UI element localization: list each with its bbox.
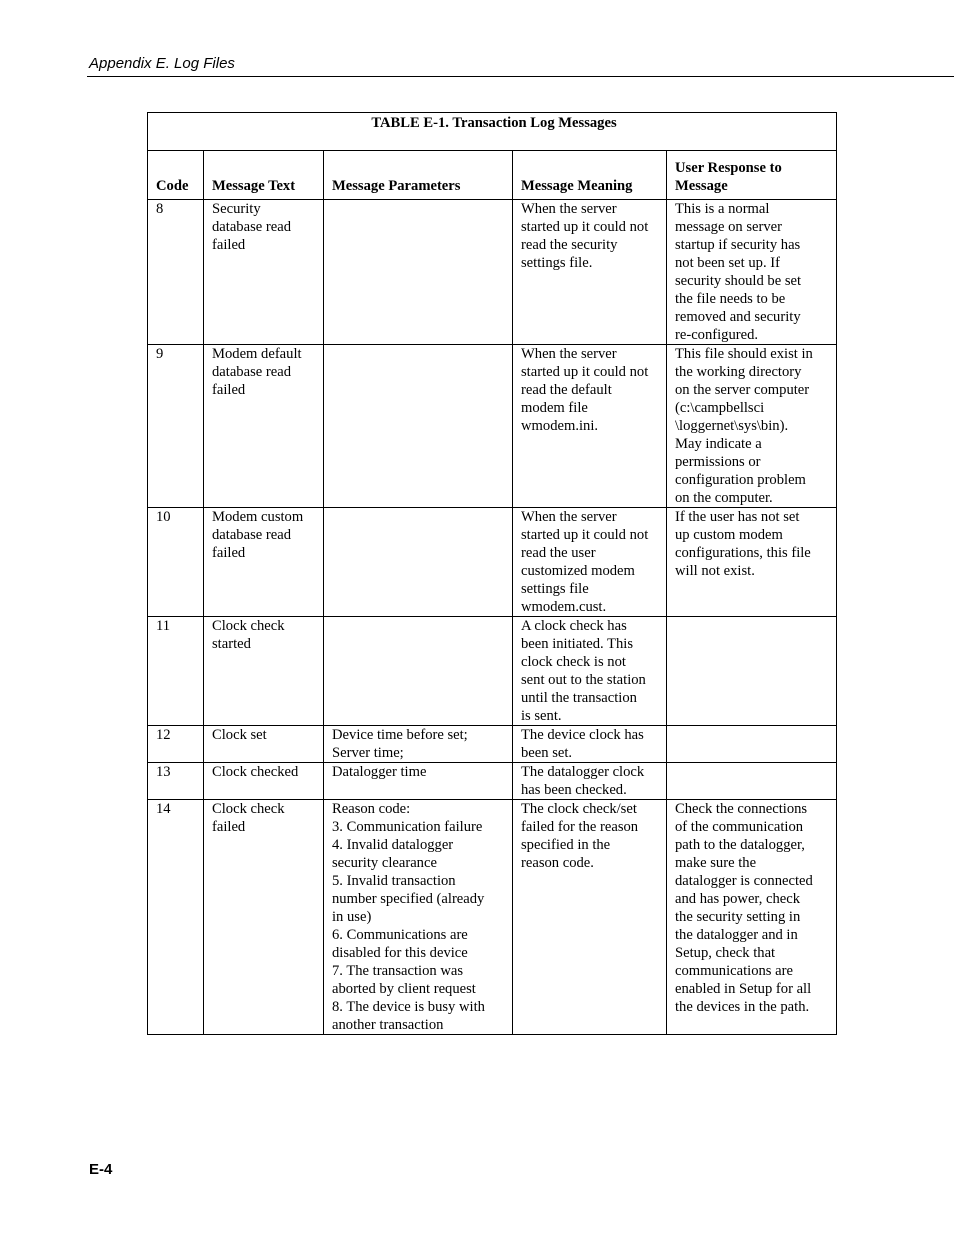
- cell-message-parameters-line: another transaction: [332, 1017, 444, 1033]
- cell-message-parameters-line: Reason code:: [332, 801, 411, 817]
- cell-message-meaning-line: When the server: [521, 201, 617, 217]
- cell-message-meaning-line: When the server: [521, 346, 617, 362]
- cell-user-response-line: This is a normal: [675, 201, 770, 217]
- cell-user-response-line: the datalogger and in: [675, 927, 798, 943]
- cell-user-response-line: If the user has not set: [675, 509, 800, 525]
- cell-message-parameters-line: security clearance: [332, 855, 437, 871]
- cell-message-text-line: Clock check: [212, 618, 285, 634]
- cell-message-meaning-line: settings file.: [521, 255, 593, 271]
- cell-message-meaning-line: has been checked.: [521, 782, 627, 798]
- cell-message-meaning-line: wmodem.ini.: [521, 418, 599, 434]
- cell-message-meaning-line: A clock check has: [521, 618, 627, 634]
- cell-user-response: [667, 345, 837, 508]
- cell-message-text-line: Clock checked: [212, 764, 299, 780]
- cell-user-response: [667, 763, 837, 800]
- cell-message-meaning-line: The datalogger clock: [521, 764, 645, 780]
- cell-message-meaning: [513, 726, 667, 763]
- cell-message-meaning-line: read the default: [521, 382, 612, 398]
- cell-user-response-line: configurations, this file: [675, 545, 811, 561]
- cell-message-meaning-line: failed for the reason: [521, 819, 639, 835]
- cell-code: 12: [148, 726, 204, 763]
- cell-message-meaning-line: started up it could not: [521, 219, 649, 235]
- cell-user-response-line: on the server computer: [675, 382, 810, 398]
- cell-user-response-line: enabled in Setup for all: [675, 981, 812, 997]
- cell-message-parameters: [324, 508, 513, 617]
- transaction-log-messages-table: [147, 112, 837, 1035]
- cell-message-text: [204, 617, 324, 726]
- cell-message-meaning-line: been initiated. This: [521, 636, 633, 652]
- cell-code: 14: [148, 800, 204, 1035]
- cell-message-parameters: [324, 200, 513, 345]
- table-row: [148, 763, 837, 800]
- cell-message-meaning: [513, 508, 667, 617]
- table-row: [148, 345, 837, 508]
- cell-message-text-line: database read: [212, 527, 291, 543]
- cell-user-response-line: \loggernet\sys\bin).: [675, 418, 789, 434]
- cell-message-parameters-line: number specified (already: [332, 891, 485, 907]
- cell-user-response-line: datalogger is connected: [675, 873, 813, 889]
- cell-code: 10: [148, 508, 204, 617]
- cell-user-response: [667, 726, 837, 763]
- cell-user-response-line: This file should exist in: [675, 346, 813, 362]
- cell-message-meaning-line: been set.: [521, 745, 573, 761]
- cell-message-parameters: [324, 617, 513, 726]
- cell-message-parameters: [324, 800, 513, 1035]
- cell-user-response-line: the devices in the path.: [675, 999, 810, 1015]
- cell-user-response-line: security should be set: [675, 273, 802, 289]
- cell-message-text: [204, 800, 324, 1035]
- cell-message-meaning-line: clock check is not: [521, 654, 626, 670]
- header-code: Code: [148, 151, 204, 200]
- table-row: [148, 726, 837, 763]
- cell-message-text-line: Clock set: [212, 727, 267, 743]
- cell-message-text: [204, 200, 324, 345]
- cell-message-parameters-line: 7. The transaction was: [332, 963, 464, 979]
- cell-message-meaning-line: customized modem: [521, 563, 635, 579]
- cell-message-meaning-line: The clock check/set: [521, 801, 637, 817]
- cell-user-response-line: will not exist.: [675, 563, 755, 579]
- cell-message-parameters-line: disabled for this device: [332, 945, 468, 961]
- cell-message-parameters-line: 6. Communications are: [332, 927, 468, 943]
- cell-message-meaning-line: reason code.: [521, 855, 594, 871]
- header-user-response: [667, 151, 837, 200]
- running-header: Appendix E. Log Files: [89, 55, 235, 72]
- cell-user-response-line: of the communication: [675, 819, 804, 835]
- cell-user-response-line: on the computer.: [675, 490, 773, 506]
- cell-message-parameters: [324, 726, 513, 763]
- table-row: [148, 617, 837, 726]
- cell-message-meaning-line: read the security: [521, 237, 618, 253]
- cell-user-response-line: message on server: [675, 219, 782, 235]
- table-row: [148, 508, 837, 617]
- cell-user-response: [667, 508, 837, 617]
- cell-user-response-line: permissions or: [675, 454, 761, 470]
- cell-message-text: [204, 726, 324, 763]
- header-user-response-line: User Response to: [675, 160, 782, 176]
- cell-message-text-line: failed: [212, 545, 246, 561]
- cell-user-response-line: Setup, check that: [675, 945, 776, 961]
- table-caption: TABLE E-1. Transaction Log Messages: [148, 113, 837, 151]
- header-message-parameters: Message Parameters: [324, 151, 513, 200]
- cell-user-response-line: communications are: [675, 963, 793, 979]
- cell-message-meaning: [513, 345, 667, 508]
- cell-user-response-line: Check the connections: [675, 801, 808, 817]
- cell-code: 13: [148, 763, 204, 800]
- cell-message-meaning: [513, 617, 667, 726]
- cell-message-text-line: failed: [212, 382, 246, 398]
- header-message-meaning: Message Meaning: [513, 151, 667, 200]
- cell-message-meaning-line: read the user: [521, 545, 596, 561]
- cell-code: 8: [148, 200, 204, 345]
- cell-message-meaning-line: until the transaction: [521, 690, 637, 706]
- cell-message-parameters-line: 8. The device is busy with: [332, 999, 485, 1015]
- cell-user-response-line: startup if security has: [675, 237, 801, 253]
- cell-message-meaning: [513, 200, 667, 345]
- cell-code: 9: [148, 345, 204, 508]
- cell-message-meaning-line: sent out to the station: [521, 672, 646, 688]
- cell-message-meaning-line: modem file: [521, 400, 588, 416]
- cell-user-response-line: configuration problem: [675, 472, 806, 488]
- cell-message-meaning-line: settings file: [521, 581, 589, 597]
- cell-message-text-line: failed: [212, 819, 246, 835]
- cell-user-response: [667, 617, 837, 726]
- cell-message-parameters-line: 5. Invalid transaction: [332, 873, 456, 889]
- cell-user-response-line: path to the datalogger,: [675, 837, 805, 853]
- cell-message-meaning: [513, 763, 667, 800]
- cell-message-parameters-line: Device time before set;: [332, 727, 468, 743]
- cell-message-meaning-line: When the server: [521, 509, 617, 525]
- cell-user-response-line: (c:\campbellsci: [675, 400, 765, 416]
- cell-message-parameters-line: Server time;: [332, 745, 404, 761]
- cell-message-meaning-line: started up it could not: [521, 364, 649, 380]
- cell-code: 11: [148, 617, 204, 726]
- cell-user-response-line: the security setting in: [675, 909, 801, 925]
- cell-message-text-line: database read: [212, 364, 291, 380]
- cell-message-text-line: database read: [212, 219, 291, 235]
- cell-message-meaning-line: is sent.: [521, 708, 562, 724]
- cell-message-meaning: [513, 800, 667, 1035]
- cell-message-parameters-line: Datalogger time: [332, 764, 427, 780]
- cell-user-response-line: the file needs to be: [675, 291, 786, 307]
- cell-message-meaning-line: specified in the: [521, 837, 611, 853]
- cell-message-parameters-line: aborted by client request: [332, 981, 476, 997]
- cell-message-text-line: Modem default: [212, 346, 302, 362]
- table-row: [148, 800, 837, 1035]
- table-row: [148, 200, 837, 345]
- cell-message-meaning-line: started up it could not: [521, 527, 649, 543]
- cell-user-response-line: re-configured.: [675, 327, 759, 343]
- cell-user-response: [667, 200, 837, 345]
- cell-message-text-line: started: [212, 636, 251, 652]
- cell-message-parameters-line: in use): [332, 909, 372, 925]
- cell-message-text-line: Security: [212, 201, 261, 217]
- cell-message-text: [204, 508, 324, 617]
- cell-user-response-line: the working directory: [675, 364, 802, 380]
- header-user-response-line: Message: [675, 178, 728, 194]
- table-header-row: [148, 151, 837, 200]
- cell-message-meaning-line: The device clock has: [521, 727, 644, 743]
- cell-message-text: [204, 763, 324, 800]
- header-message-text: Message Text: [204, 151, 324, 200]
- cell-user-response-line: up custom modem: [675, 527, 783, 543]
- cell-message-text-line: failed: [212, 237, 246, 253]
- cell-message-text-line: Clock check: [212, 801, 285, 817]
- cell-user-response-line: May indicate a: [675, 436, 762, 452]
- header-rule: [87, 76, 954, 77]
- page-number: E-4: [89, 1161, 113, 1178]
- table-caption-row: [148, 113, 837, 151]
- cell-user-response-line: and has power, check: [675, 891, 801, 907]
- cell-user-response: [667, 800, 837, 1035]
- cell-user-response-line: removed and security: [675, 309, 801, 325]
- table-body: [148, 200, 837, 1035]
- cell-message-text-line: Modem custom: [212, 509, 304, 525]
- cell-user-response-line: make sure the: [675, 855, 757, 871]
- cell-user-response-line: not been set up. If: [675, 255, 780, 271]
- cell-message-text: [204, 345, 324, 508]
- cell-message-parameters-line: 3. Communication failure: [332, 819, 483, 835]
- cell-message-parameters-line: 4. Invalid datalogger: [332, 837, 454, 853]
- cell-message-meaning-line: wmodem.cust.: [521, 599, 607, 615]
- cell-message-parameters: [324, 345, 513, 508]
- cell-message-parameters: [324, 763, 513, 800]
